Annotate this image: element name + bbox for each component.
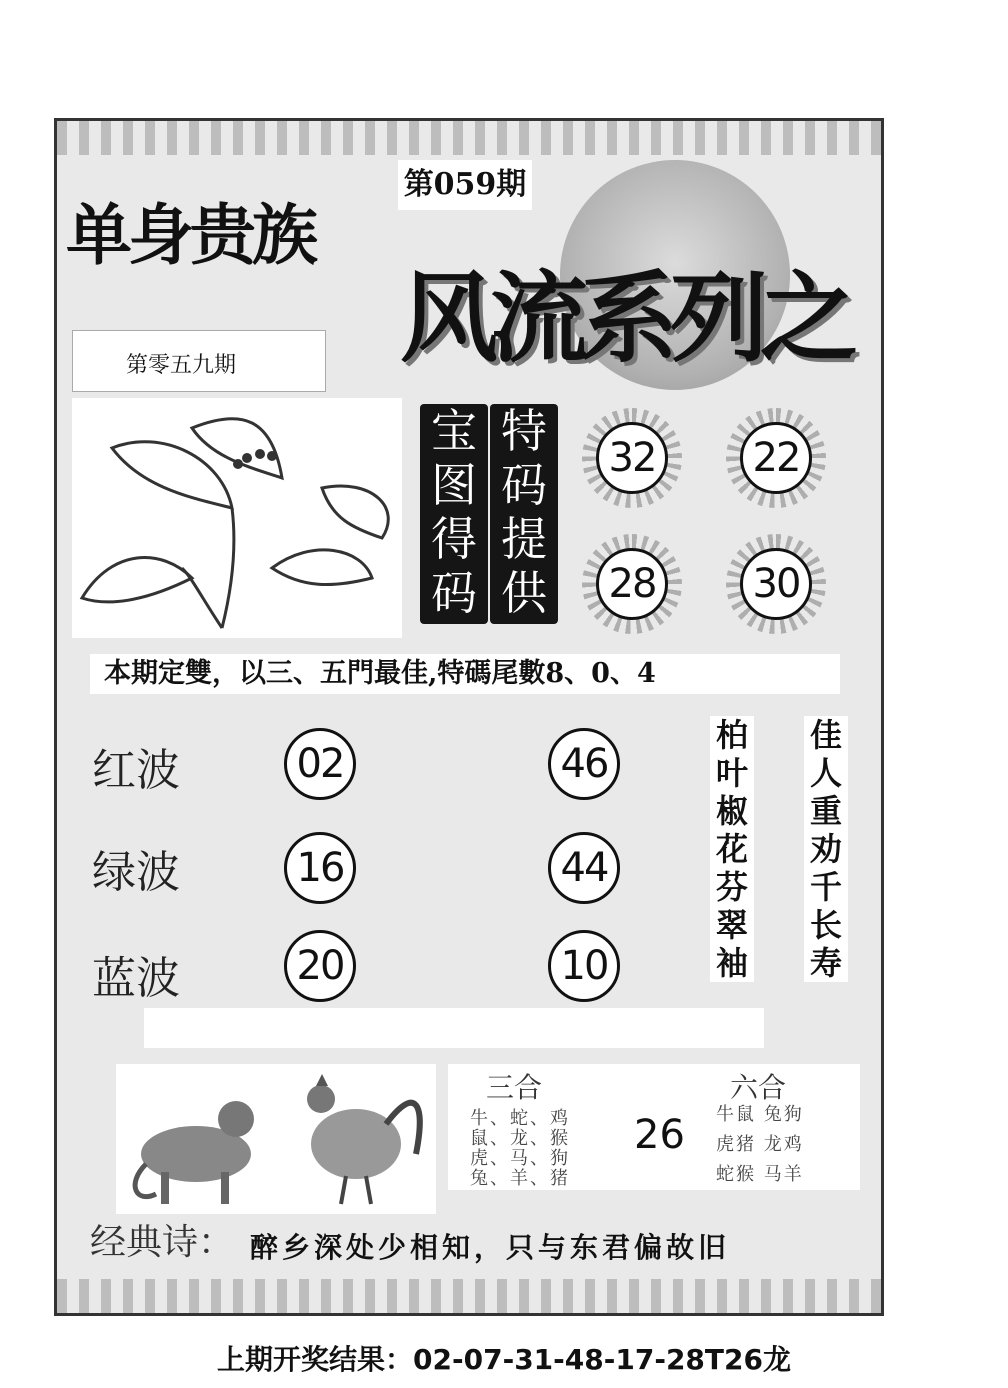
treasure-char: 供 — [501, 566, 547, 620]
poem-char: 袖 — [715, 944, 748, 982]
vertical-poem-left — [710, 716, 754, 982]
plant-icon — [72, 398, 402, 638]
number-ball: 30 — [740, 548, 812, 620]
treasure-column-left — [420, 404, 488, 624]
poem-label: 经典诗： — [90, 1222, 235, 1263]
wave-label-green: 绿波 — [92, 847, 180, 898]
poem-char: 花 — [715, 830, 748, 868]
treasure-char: 码 — [501, 458, 547, 512]
poem-char: 劝 — [809, 830, 842, 868]
poem-char: 重 — [809, 792, 842, 830]
wave-label-red: 红波 — [92, 745, 180, 796]
combo-head-three: 三合 — [486, 1071, 543, 1104]
poem-text: 醉乡深处少相知，只与东君偏故旧 — [250, 1231, 731, 1264]
poem-char: 千 — [809, 868, 842, 906]
vertical-poem-right — [804, 716, 848, 982]
number-ball: 16 — [284, 832, 356, 904]
wave-label-blue: 蓝波 — [92, 953, 180, 1004]
treasure-char: 图 — [431, 458, 477, 512]
poem-char: 长 — [809, 906, 842, 944]
treasure-char: 码 — [431, 566, 477, 620]
issue-number: 第059期 — [398, 160, 532, 210]
number-ball: 32 — [596, 422, 668, 494]
number-ball: 20 — [284, 930, 356, 1002]
treasure-column-right — [490, 404, 558, 624]
poem-char: 叶 — [715, 754, 748, 792]
poem-char: 椒 — [715, 792, 748, 830]
poem-char: 佳 — [809, 716, 842, 754]
combo-line: 蛇猴 马羊 — [716, 1164, 804, 1185]
series-title: 风流系列之 — [400, 261, 851, 376]
poem-char: 柏 — [715, 716, 748, 754]
plant-illustration — [72, 398, 402, 638]
number-ball: 10 — [548, 930, 620, 1002]
issue-text: 第零五九期 — [126, 353, 237, 378]
treasure-char: 宝 — [431, 404, 477, 458]
combo-line: 牛鼠 兔狗 — [716, 1104, 804, 1125]
last-draw-result: 上期开奖结果：02-07-31-48-17-28T26龙 — [217, 1343, 791, 1376]
notice-bar: 本期定雙，以三、五門最佳,特碼尾數8、0、4 — [90, 654, 840, 694]
top-border-pattern — [57, 121, 881, 155]
treasure-char: 特 — [501, 404, 547, 458]
number-ball: 02 — [284, 728, 356, 800]
page-title: 单身贵族 — [66, 196, 314, 274]
number-ball: 28 — [596, 548, 668, 620]
number-ball: 46 — [548, 728, 620, 800]
number-ball: 22 — [740, 422, 812, 494]
combo-line: 牛、蛇、鸡 — [470, 1108, 570, 1129]
treasure-char: 得 — [431, 512, 477, 566]
combo-line: 兔、羊、猪 — [470, 1168, 570, 1189]
combo-line: 鼠、龙、猴 — [470, 1128, 570, 1149]
combo-line: 虎猪 龙鸡 — [716, 1134, 804, 1155]
monkey-rooster-icon — [116, 1064, 436, 1214]
poem-char: 人 — [809, 754, 842, 792]
animals-illustration — [116, 1064, 436, 1214]
number-ball: 44 — [548, 832, 620, 904]
bottom-border-pattern — [57, 1279, 881, 1313]
combo-line: 虎、马、狗 — [470, 1148, 570, 1169]
combo-center-number: 26 — [634, 1112, 685, 1158]
treasure-char: 提 — [501, 512, 547, 566]
poem-char: 芬 — [715, 868, 748, 906]
poem-char: 翠 — [715, 906, 748, 944]
combo-head-six: 六合 — [730, 1071, 787, 1104]
blank-strip — [144, 1008, 764, 1048]
poem-char: 寿 — [809, 944, 842, 982]
